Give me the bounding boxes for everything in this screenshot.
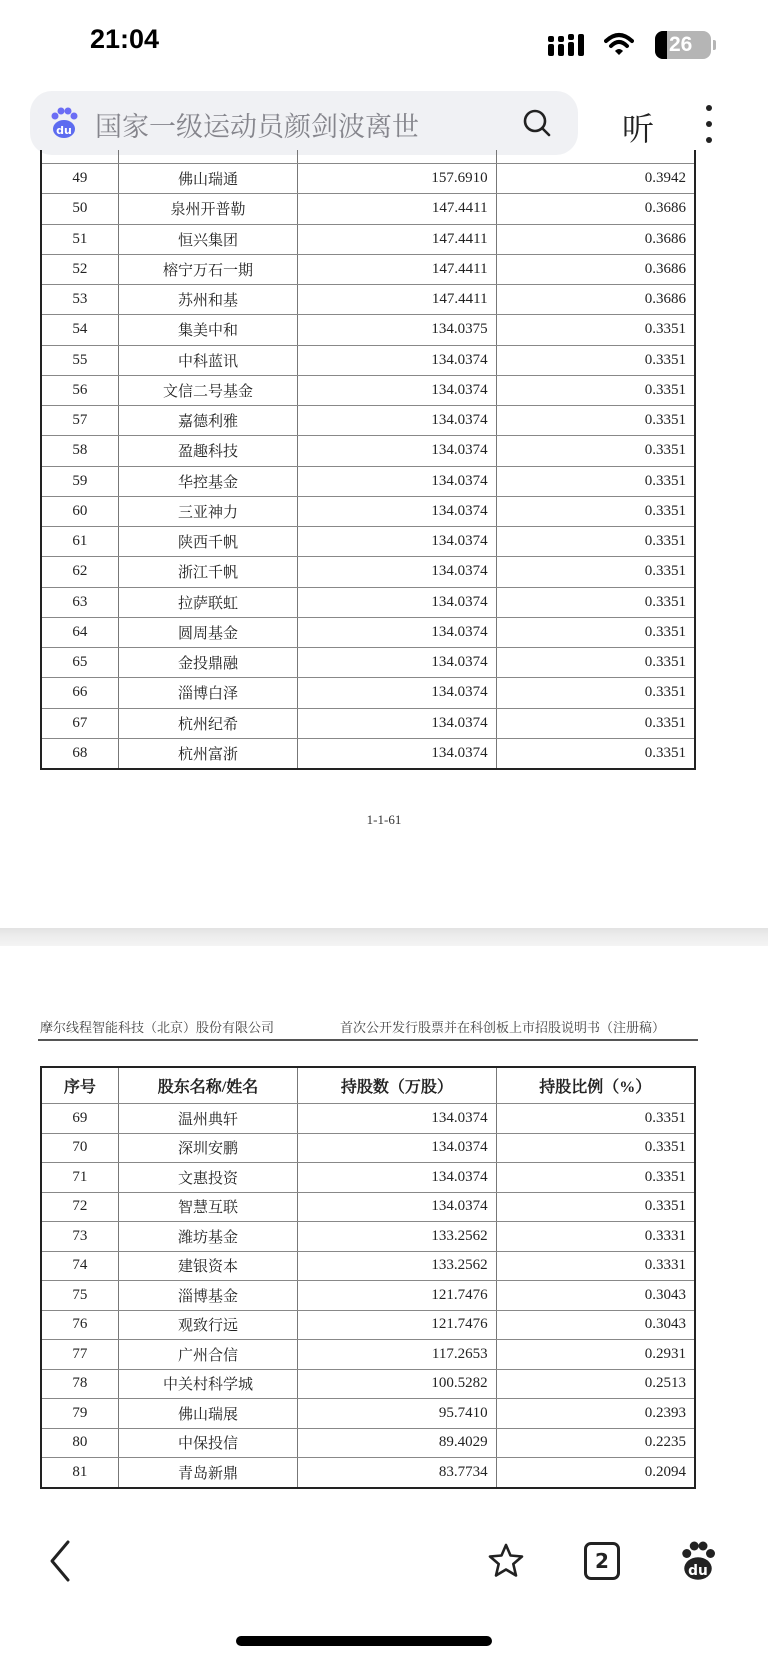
row-index: 50: [72, 200, 88, 217]
shareholder-table-page1: [40, 150, 696, 770]
shareholder-name: 圆周基金: [118, 618, 297, 647]
cellular-signal-icon: [548, 34, 592, 56]
shareholder-name: 榕宁万石一期: [118, 255, 297, 284]
shareholder-name: 佛山瑞通: [118, 164, 297, 193]
table-row: [42, 677, 694, 707]
document-title-header: 首次公开发行股票并在科创板上市招股说明书（注册稿）: [340, 1020, 666, 1035]
shareholder-name: 文信二号基金: [118, 376, 297, 405]
row-index: 61: [72, 533, 88, 550]
share-ratio: 0.3351: [496, 739, 694, 768]
table-row: [42, 163, 694, 193]
share-ratio: 0.3043: [496, 1281, 694, 1310]
shareholder-name: 苏州和基: [118, 285, 297, 314]
row-index: 54: [72, 321, 88, 338]
table-row: [42, 1310, 694, 1340]
shareholder-name: 智慧互联: [118, 1193, 297, 1222]
share-ratio: 0.3686: [496, 255, 694, 284]
share-count: 147.4411: [297, 225, 495, 254]
share-count: 133.2562: [297, 1222, 495, 1251]
row-index: 80: [72, 1434, 88, 1451]
share-ratio: 0.3351: [496, 1134, 694, 1163]
share-count: 89.4029: [297, 1429, 495, 1458]
share-ratio: 0.3331: [496, 1252, 694, 1281]
shareholder-name: 广州合信: [118, 1340, 297, 1369]
row-index: 79: [72, 1404, 88, 1421]
share-count: 147.4411: [297, 285, 495, 314]
table-row: [42, 1398, 694, 1428]
row-index: 57: [72, 412, 88, 429]
share-ratio: 0.3351: [496, 406, 694, 435]
share-ratio: 0.3351: [496, 1104, 694, 1133]
share-count: 117.2653: [297, 1340, 495, 1369]
row-index: 71: [72, 1168, 88, 1185]
tabs-button[interactable]: 2: [584, 1542, 620, 1580]
table-row: [42, 1280, 694, 1310]
row-index: 58: [72, 442, 88, 459]
row-index: 64: [72, 623, 88, 640]
table-row: [42, 284, 694, 314]
share-count: 134.0375: [297, 315, 495, 344]
baidu-home-icon[interactable]: [680, 1541, 716, 1581]
row-index: 56: [72, 381, 88, 398]
table-row: [42, 526, 694, 556]
share-count: 134.0374: [297, 436, 495, 465]
row-index: 59: [72, 472, 88, 489]
search-query[interactable]: 国家一级运动员颜剑波离世: [95, 112, 419, 143]
share-count: 134.0374: [297, 497, 495, 526]
table-row: [42, 587, 694, 617]
shareholder-name: 华控基金: [118, 467, 297, 496]
row-index: 52: [72, 260, 88, 277]
share-count: 147.4411: [297, 194, 495, 223]
svg-text:du: du: [56, 124, 72, 137]
status-time: 21:04: [90, 24, 160, 54]
table-header-row: [42, 1068, 694, 1103]
shareholder-name: 泉州开普勒: [118, 194, 297, 223]
table-row: [42, 556, 694, 586]
table-row: [42, 224, 694, 254]
share-count: 134.0374: [297, 346, 495, 375]
shareholder-name: 淄博基金: [118, 1281, 297, 1310]
share-ratio: 0.3351: [496, 467, 694, 496]
share-ratio: 0.3331: [496, 1222, 694, 1251]
table-row: [42, 1133, 694, 1163]
shareholder-name: 嘉德利雅: [118, 406, 297, 435]
shareholder-name: 杭州富浙: [118, 739, 297, 768]
shareholder-name: 中关村科学城: [118, 1370, 297, 1399]
share-count: 134.0374: [297, 1163, 495, 1192]
table-row: [42, 617, 694, 647]
column-header-name: 股东名称/姓名: [118, 1068, 297, 1103]
share-ratio: 0.3351: [496, 557, 694, 586]
table-row: [42, 1251, 694, 1281]
table-row: [42, 1192, 694, 1222]
share-ratio: 0.3351: [496, 588, 694, 617]
share-count: 121.7476: [297, 1281, 495, 1310]
share-ratio: 0.2235: [496, 1429, 694, 1458]
share-count: 134.0374: [297, 527, 495, 556]
row-index: 60: [72, 502, 88, 519]
column-header-index: 序号: [63, 1079, 96, 1096]
shareholder-name: 集美中和: [118, 315, 297, 344]
share-ratio: 0.3686: [496, 194, 694, 223]
table-row: [42, 496, 694, 526]
search-bar[interactable]: [30, 91, 578, 155]
share-ratio: 0.2094: [496, 1458, 694, 1487]
share-count: 95.7410: [297, 1399, 495, 1428]
share-ratio: 0.3942: [496, 164, 694, 193]
shareholder-table-page2: [40, 1066, 696, 1489]
row-index: 53: [72, 291, 88, 308]
row-index: 78: [72, 1375, 88, 1392]
share-count: 134.0374: [297, 376, 495, 405]
shareholder-name: 金投鼎融: [118, 648, 297, 677]
page-number: 1-1-61: [366, 812, 402, 827]
share-count: 134.0374: [297, 1134, 495, 1163]
bookmark-star-icon[interactable]: [487, 1542, 525, 1580]
row-index: 68: [72, 744, 88, 761]
share-ratio: 0.3043: [496, 1311, 694, 1340]
column-header-ratio: 持股比例（%）: [496, 1068, 694, 1103]
shareholder-name: 浙江千帆: [118, 557, 297, 586]
share-count: 83.7734: [297, 1458, 495, 1487]
row-index: 67: [72, 714, 88, 731]
table-row: [42, 1339, 694, 1369]
row-index: 66: [72, 684, 88, 701]
share-count: 134.0374: [297, 739, 495, 768]
table-row: [42, 375, 694, 405]
shareholder-name: 温州典轩: [118, 1104, 297, 1133]
row-index: 69: [72, 1109, 88, 1126]
home-indicator[interactable]: [236, 1636, 492, 1646]
share-count: 134.0374: [297, 557, 495, 586]
column-header-shares: 持股数（万股）: [297, 1068, 495, 1103]
table-row: [42, 405, 694, 435]
row-index: 75: [72, 1286, 88, 1303]
share-ratio: 0.3351: [496, 315, 694, 344]
shareholder-name: 拉萨联虹: [118, 588, 297, 617]
more-menu-icon[interactable]: [706, 104, 712, 144]
share-ratio: 0.3351: [496, 1163, 694, 1192]
table-row: [42, 466, 694, 496]
shareholder-name: 陕西千帆: [118, 527, 297, 556]
share-ratio: 0.3351: [496, 497, 694, 526]
row-index: 74: [72, 1257, 88, 1274]
share-count: 134.0374: [297, 678, 495, 707]
search-icon[interactable]: [522, 108, 552, 138]
table-row: [42, 435, 694, 465]
share-ratio: 0.3351: [496, 618, 694, 647]
row-index: 63: [72, 593, 88, 610]
shareholder-name: 中科蓝讯: [118, 346, 297, 375]
share-ratio: 0.2931: [496, 1340, 694, 1369]
share-ratio: 0.3351: [496, 709, 694, 738]
table-row: [42, 1221, 694, 1251]
table-row: [42, 1103, 694, 1133]
table-row: [42, 1457, 694, 1487]
shareholder-name: 深圳安鹏: [118, 1134, 297, 1163]
row-index: 62: [72, 563, 88, 580]
share-ratio: 0.2513: [496, 1370, 694, 1399]
company-name-header: 摩尔线程智能科技（北京）股份有限公司: [40, 1020, 275, 1035]
share-count: 100.5282: [297, 1370, 495, 1399]
table-row: [42, 193, 694, 223]
back-icon[interactable]: [48, 1539, 72, 1583]
table-row: [42, 1369, 694, 1399]
share-count: 134.0374: [297, 618, 495, 647]
table-row: [42, 647, 694, 677]
row-index: 73: [72, 1227, 88, 1244]
share-ratio: 0.3351: [496, 436, 694, 465]
row-index: 81: [72, 1463, 88, 1480]
shareholder-name: 文惠投资: [118, 1163, 297, 1192]
share-ratio: 0.3351: [496, 678, 694, 707]
shareholder-name: 佛山瑞展: [118, 1399, 297, 1428]
share-count: 121.7476: [297, 1311, 495, 1340]
battery-level: 26: [669, 33, 693, 56]
row-index: 55: [72, 351, 88, 368]
header-divider: [38, 1039, 698, 1041]
share-ratio: 0.3351: [496, 648, 694, 677]
table-row: [42, 314, 694, 344]
shareholder-name: 潍坊基金: [118, 1222, 297, 1251]
share-count: 134.0374: [297, 588, 495, 617]
share-count: 134.0374: [297, 1193, 495, 1222]
table-row: [42, 708, 694, 738]
row-index: 70: [72, 1139, 88, 1156]
row-index: 76: [72, 1316, 88, 1333]
share-ratio: 0.3686: [496, 225, 694, 254]
shareholder-name: 中保投信: [118, 1429, 297, 1458]
shareholder-name: 青岛新鼎: [118, 1458, 297, 1487]
listen-button[interactable]: 听: [622, 110, 655, 148]
share-ratio: 0.2393: [496, 1399, 694, 1428]
share-ratio: 0.3686: [496, 285, 694, 314]
share-count: 157.6910: [297, 164, 495, 193]
row-index: 51: [72, 230, 88, 247]
table-row: [42, 254, 694, 284]
share-count: 133.2562: [297, 1252, 495, 1281]
wifi-icon: [604, 32, 634, 56]
shareholder-name: 三亚神力: [118, 497, 297, 526]
shareholder-name: 恒兴集团: [118, 225, 297, 254]
share-ratio: 0.3351: [496, 527, 694, 556]
row-index: 72: [72, 1198, 88, 1215]
share-count: 134.0374: [297, 709, 495, 738]
shareholder-name: 建银资本: [118, 1252, 297, 1281]
battery-indicator: [655, 31, 711, 59]
page-separator: [0, 928, 768, 946]
shareholder-name: 淄博白泽: [118, 678, 297, 707]
row-index: 65: [72, 654, 88, 671]
svg-text:du: du: [688, 1562, 708, 1579]
shareholder-name: 盈趣科技: [118, 436, 297, 465]
table-row: [42, 345, 694, 375]
table-row: [42, 1428, 694, 1458]
shareholder-name: 杭州纪希: [118, 709, 297, 738]
shareholder-name: 观致行远: [118, 1311, 297, 1340]
share-count: 134.0374: [297, 1104, 495, 1133]
table-row-partial: [42, 150, 694, 163]
battery-cap: [713, 40, 716, 50]
share-count: 134.0374: [297, 648, 495, 677]
share-ratio: 0.3351: [496, 376, 694, 405]
share-count: 134.0374: [297, 467, 495, 496]
share-count: 134.0374: [297, 406, 495, 435]
table-row: [42, 1162, 694, 1192]
share-ratio: 0.3351: [496, 1193, 694, 1222]
share-ratio: 0.3351: [496, 346, 694, 375]
table-row: [42, 738, 694, 768]
baidu-logo-icon: [50, 107, 78, 139]
share-count: 147.4411: [297, 255, 495, 284]
row-index: 77: [72, 1345, 88, 1362]
row-index: 49: [72, 170, 88, 187]
